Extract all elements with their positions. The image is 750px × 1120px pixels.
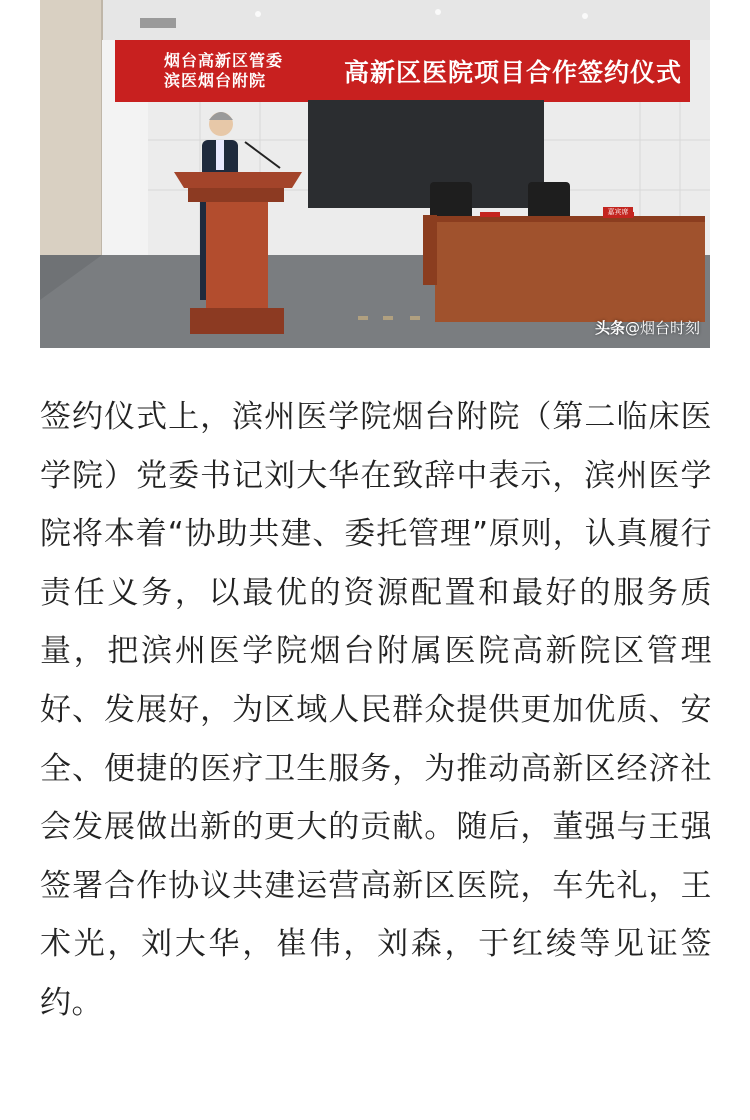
desk-nameplate: 嘉宾席 bbox=[603, 207, 633, 218]
article-paragraph: 签约仪式上，滨州医学院烟台附院（第二临床医学院）党委书记刘大华在致辞中表示，滨州医学院将本着“协助共建、委托管理”原则，认真履行责任义务，以最优的资源配置和最好的服务质量，把滨州医学院烟台附属医院高新院区管理好、发展好，为区域人民群众提供更加优质、安全、便捷的医疗卫生服务，为推动高新区经济社会发展做出新的更大的贡献。随后，董强与王强签署合作协议共建运营高新区医院，车先礼，王术光，刘大华，崔伟，刘森，于红绫等见证签约。 bbox=[40, 399, 712, 1021]
banner-organizer-2: 滨医烟台附院 bbox=[164, 71, 267, 90]
banner-title: 高新区医院项目合作签约仪式 bbox=[344, 58, 683, 87]
banner-organizers bbox=[158, 51, 344, 91]
watermark-account: @烟台时刻 bbox=[624, 319, 700, 337]
event-banner bbox=[158, 40, 710, 102]
news-photo[interactable] bbox=[40, 0, 710, 348]
banner-organizer-1: 烟台高新区管委 bbox=[164, 51, 284, 70]
photo-watermark bbox=[595, 317, 700, 338]
watermark-brand: 头条 bbox=[594, 319, 625, 337]
